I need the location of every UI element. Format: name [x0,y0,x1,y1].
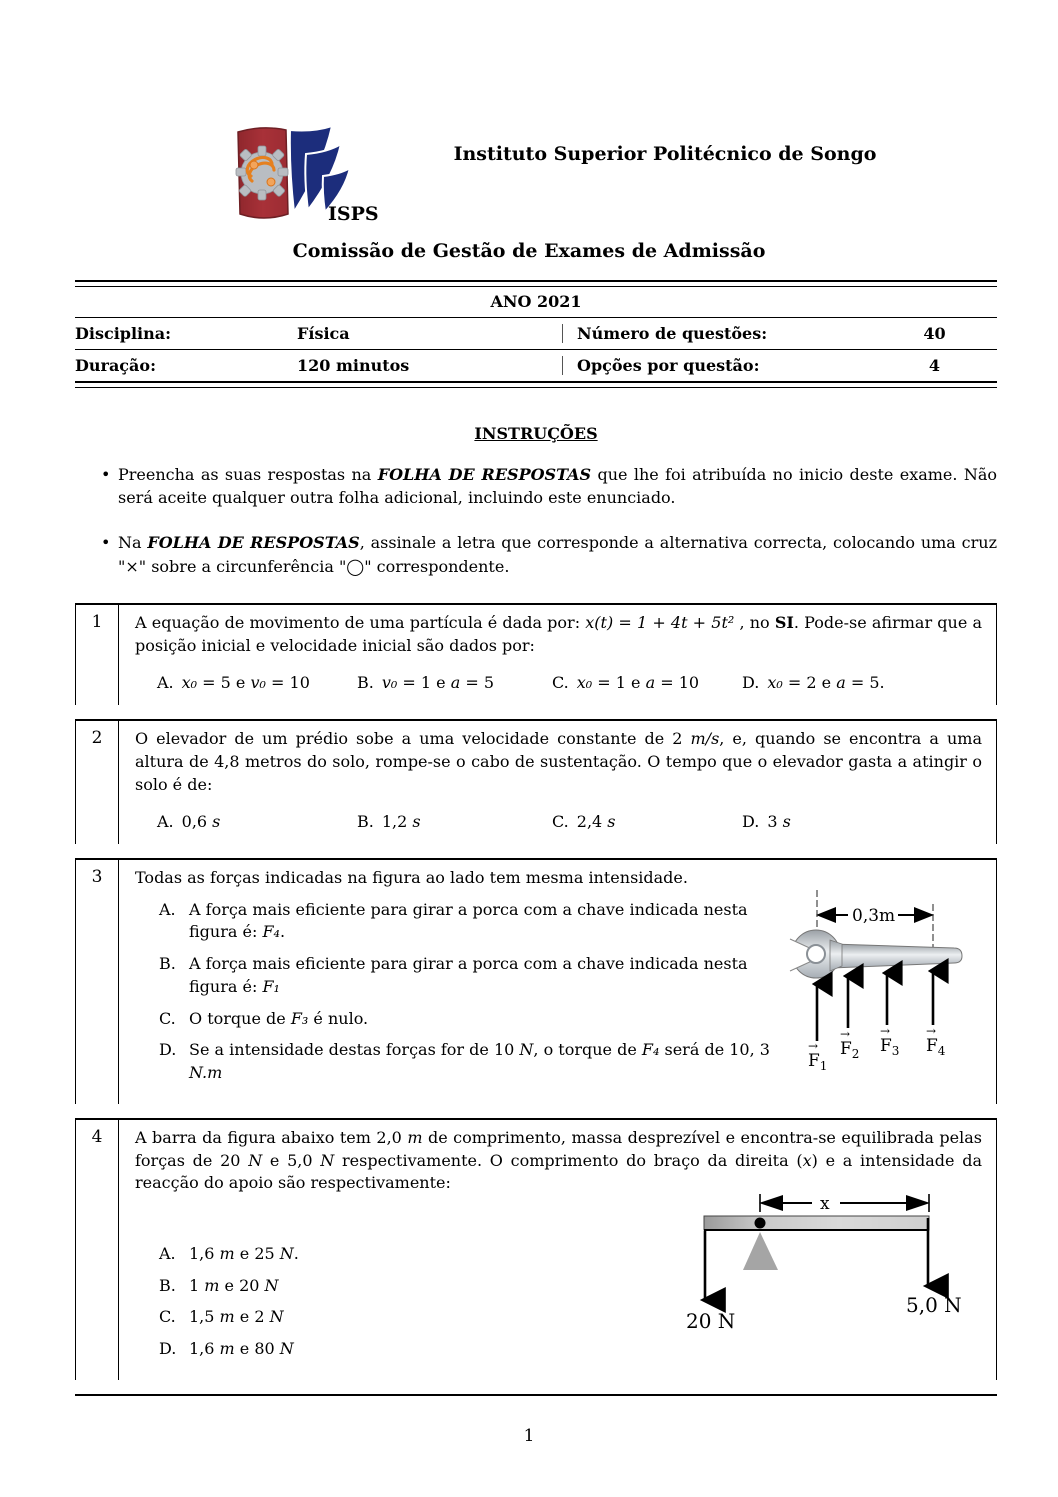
force-label-f1 [808,1039,827,1073]
double-rule [75,280,997,287]
instructions-title: INSTRUÇÕES [474,424,598,443]
options-row [135,672,982,695]
bar [704,1216,929,1230]
fulcrum-triangle [743,1232,778,1270]
question-1 [75,603,997,705]
option-d: D. 3 s [742,812,791,832]
question-text: Todas as forças indicadas na figura ao lado tem mesma intensidade. [135,868,688,888]
page-number: 1 [523,1426,535,1446]
force-label-f4 [926,1024,946,1058]
question-number: 3 [76,860,119,1104]
question-4 [75,1118,997,1380]
option-a: A. x₀ = 5 e v₀ = 10 [157,673,310,693]
wrench-figure [786,878,994,1078]
svg-text:→: → [926,1024,937,1039]
option-b: B. v₀ = 1 e a = 5 [357,673,495,693]
option-b: B. A força mais eficiente para girar a porca com a chave indicada nesta figura é: F₁ [159,954,748,996]
option-c: C. 2,4 s [552,812,616,832]
table-row [75,350,997,381]
option-a: A. A força mais eficiente para girar a porca com a chave indicada nesta figura é: F₄. [159,899,748,942]
option-b: B. 1 m e 20 N [159,1275,279,1295]
options-per-question-value: 4 [928,356,941,375]
option-c: C. O torque de F₃ é nulo. [159,1008,369,1028]
wrench-icon [786,930,962,978]
logo-acronym: ISPS [328,203,378,225]
option-d: D. Se a intensidade destas forças for de 10 N, o torque de F₄ será de 10, 3 N.m [159,1040,770,1083]
svg-text:→: → [808,1039,819,1054]
svg-text:→: → [880,1024,891,1039]
option-d: D. 1,6 m e 80 N [159,1339,294,1359]
question-number: 4 [76,1120,119,1380]
force-label-f3 [880,1024,899,1058]
pivot-dot [755,1217,766,1228]
options-list [135,899,790,1085]
num-questions-value: 40 [923,324,946,343]
option-d: D. x₀ = 2 e a = 5. [742,673,885,693]
svg-text:→: → [840,1027,851,1042]
questions-list [75,603,997,1396]
closing-rule [75,1394,997,1396]
isps-logo-icon [228,124,378,228]
question-text: O elevador de um prédio sobe a uma velocidade constante de 2 m/s, e, quando se encontra a uma altura de 4,8 metros do solo, rompe-se o cabo de sustentação. O tempo que o elevador gasta a atingir o solo é de: [135,729,982,794]
dimension-label: 0,3m [852,906,896,927]
dimension-x [760,1194,929,1214]
svg-text:F4: $F_4$ [926,1036,946,1059]
lever-figure [674,1178,984,1346]
option-c: C. 1,5 m e 2 N [159,1307,284,1327]
exam-info-table [75,280,997,388]
instruction-bullet: • Na FOLHA DE RESPOSTAS, assinale a letra que corresponde a alternativa correcta, colocando uma cruz "×" sobre a circunferência "◯" correspondente. [75,531,997,577]
option-a: A. 0,6 s [157,812,221,832]
commission-title: Comissão de Gestão de Exames de Admissão [292,240,766,262]
question-text: A barra da figura abaixo tem 2,0 m de comprimento, massa desprezível e encontra-se equilibrada pelas forças de 20 N e 5,0 N respectivamente. O comprimento do braço da direita (x) e a intensidade da reacção do apoio são respectivamente: [135,1127,983,1193]
question-number: 1 [76,605,119,705]
options-row [135,811,982,834]
svg-text:F1: $F_1$ [808,1051,828,1074]
isps-logo [228,124,378,228]
svg-text:F2: $F_2$ [840,1039,860,1062]
exam-year: ANO 2021 [490,292,582,311]
discipline-value: Física [297,324,350,343]
duration-value: 120 minutos [297,356,410,375]
double-rule [75,381,997,388]
right-force-label: 5,0 N [906,1292,962,1317]
force-arrows [817,971,933,1041]
duration-label: Duração: [75,356,156,375]
left-force-label: 20 N [686,1308,736,1333]
question-2 [75,719,997,844]
question-number: 2 [76,721,119,844]
options-list [135,1243,555,1361]
discipline-label: Disciplina: [75,324,172,343]
logo-gear-icon [236,146,288,200]
option-c: C. x₀ = 1 e a = 10 [552,673,700,693]
options-per-question-label: Opções por questão: [562,356,872,375]
option-b: B. 1,2 s [357,812,421,832]
instructions-section [75,424,997,600]
svg-text:F3: $F_3$ [880,1036,900,1059]
option-a: A. 1,6 m e 25 N. [159,1243,299,1263]
question-text: A equação de movimento de uma partícula é dada por: x(t) = 1 + 4t + 5t² , no SI. Pode-se afirmar que a posição inicial e velocidade inicial são dados por: [135,613,983,655]
logo-pages-icon [290,126,350,212]
question-3 [75,858,997,1104]
instruction-bullet: • Preencha as suas respostas na FOLHA DE RESPOSTAS que lhe foi atribuída no inicio deste exame. Não será aceite qualquer outra folha adicional, incluindo este enunciado. [75,463,997,509]
table-row [75,318,997,349]
num-questions-label: Número de questões: [562,324,872,343]
institute-title: Instituto Superior Politécnico de Songo [453,143,877,165]
force-label-f2 [840,1027,859,1061]
dimension-label: x [820,1193,830,1214]
